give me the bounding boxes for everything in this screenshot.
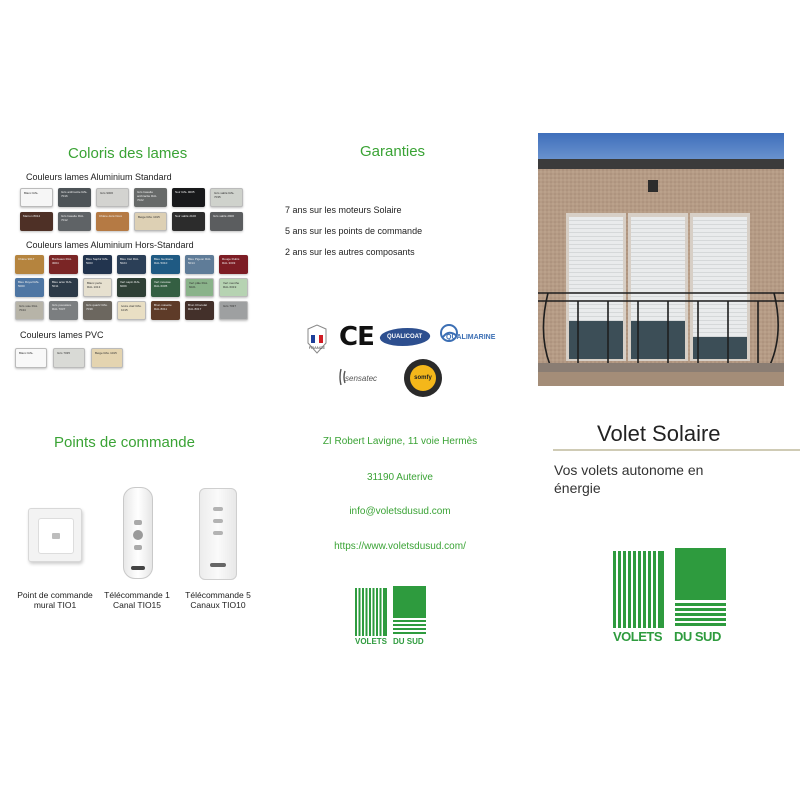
color-swatch: Vert pâle RAL 6021 [185, 278, 214, 297]
color-swatch: Gris soie RAL 7044 [15, 301, 44, 320]
color-swatch: Gris poussière RAL 7037 [49, 301, 78, 320]
color-swatch: Gris 9006 [96, 188, 129, 207]
garantie-line: 7 ans sur les moteurs Solaire [285, 205, 402, 215]
qualicoat-text: QUALICOAT [387, 334, 423, 340]
color-swatch: Brun Chocolat RAL 8017 [185, 301, 214, 320]
qualimarine-text: QUALIMARINE [446, 334, 496, 341]
color-swatch: Blanc RAL [20, 188, 53, 207]
alu-hors-label: Couleurs lames Aluminium Hors-Standard [26, 240, 194, 250]
color-swatch: Gris sablé 2900 [210, 212, 243, 231]
somfy-logo [404, 359, 442, 397]
logo-word-dusud: DU SUD [674, 629, 721, 644]
color-swatch: Chêne 9017 [15, 255, 44, 274]
garantie-line: 2 ans sur les autres composants [285, 247, 415, 257]
logo-small-word-dusud: DU SUD [393, 637, 424, 646]
france-label-logo [304, 323, 330, 357]
color-swatch: Blanc perle RAL 1013 [83, 278, 112, 297]
qualimarine-logo [438, 322, 496, 350]
title-underline [553, 449, 800, 451]
color-swatch: Bleu Ciel RAL 5024 [117, 255, 146, 274]
product-tagline: Vos volets autonome en énergie [554, 462, 704, 496]
logo-small-word-volets: VOLETS [355, 637, 388, 646]
color-swatch: Bleu acier RAL 5011 [49, 278, 78, 297]
color-swatch: Beige RAL 1015 [91, 348, 123, 368]
pvc-swatches [15, 348, 135, 372]
alu-standard-label: Couleurs lames Aluminium Standard [26, 172, 172, 182]
color-swatch: Bleu Saphir RAL 5003 [83, 255, 112, 274]
color-swatch: Gris 7037 [219, 301, 248, 320]
contact-email[interactable]: info@voletsdusud.com [349, 506, 451, 517]
color-swatch: Gris quartz RAL 7039 [83, 301, 112, 320]
alu-standard-swatches [20, 188, 250, 234]
sensatec-logo [338, 367, 388, 389]
color-swatch: Noir sablé 2100 [172, 212, 205, 231]
pvc-label: Couleurs lames PVC [20, 330, 104, 340]
contact-address: ZI Robert Lavigne, 11 voie Hermès [322, 436, 478, 447]
color-swatch: Rouge Rubis RAL 3003 [219, 255, 248, 274]
color-swatch: Noir RAL 9005 [172, 188, 205, 207]
color-swatch: Bordeaux RAL 3004 [49, 255, 78, 274]
logo-word-volets: VOLETS [613, 629, 663, 644]
qualicoat-logo [378, 328, 433, 346]
remote-1-channel-caption: Télécommande 1 Canal TIO15 [104, 590, 170, 610]
color-swatch: Chêne doré Doré [96, 212, 129, 231]
color-swatch: Vert sapin RAL 6009 [117, 278, 146, 297]
coloris-title: Coloris des lames [68, 145, 188, 162]
color-swatch: Beige RAL 1015 [134, 212, 167, 231]
color-swatch: Gris anthracite RAL 7016 [58, 188, 91, 207]
color-swatch: Gris 7035 [53, 348, 85, 368]
contact-website[interactable]: https://www.voletsdusud.com/ [334, 541, 466, 552]
somfy-text: somfy [414, 375, 432, 381]
wall-switch-caption: Point de commande mural TIO1 [17, 590, 93, 610]
ce-logo: CE [339, 322, 374, 352]
garanties-title: Garanties [360, 143, 426, 160]
color-swatch: Blanc RAL [15, 348, 47, 368]
color-swatch: Gris basalte RAL 7012 [58, 212, 91, 231]
color-swatch: Gris basalte anthracite RAL 7022 [134, 188, 167, 207]
product-title: Volet Solaire [597, 421, 721, 446]
france-label-text: FRANCE [308, 345, 326, 350]
color-swatch: Brun noisette RAL 8011 [151, 301, 180, 320]
volets-du-sud-logo [613, 548, 728, 648]
color-swatch: Vert menthe RAL 6019 [219, 278, 248, 297]
color-swatch: Bleu Gentiane RAL 5010 [151, 255, 180, 274]
alu-hors-swatches [15, 255, 255, 321]
garantie-line: 5 ans sur les points de commande [285, 226, 423, 236]
remote-5-channels-image [199, 488, 237, 580]
color-swatch: Ivoire clair RAL 1015 [117, 301, 146, 320]
sensatec-text: sensatec [345, 374, 378, 383]
color-swatch: Marron 8014 [20, 212, 53, 231]
commande-title: Points de commande [54, 434, 195, 451]
color-swatch: Gris sablé RAL 7035 [210, 188, 243, 207]
contact-city: 31190 Auterive [367, 472, 433, 483]
color-swatch: Vert mousse RAL 6005 [151, 278, 180, 297]
wall-switch-image [28, 508, 82, 562]
house-photo [538, 133, 784, 386]
remote-1-channel-image [123, 487, 153, 579]
volets-du-sud-logo-small [355, 586, 427, 648]
color-swatch: Bleu Pigeon RAL 5014 [185, 255, 214, 274]
remote-5-channels-caption: Télécommande 5 Canaux TIO10 [185, 590, 251, 610]
color-swatch: Bleu Royal RAL 5000 [15, 278, 44, 297]
